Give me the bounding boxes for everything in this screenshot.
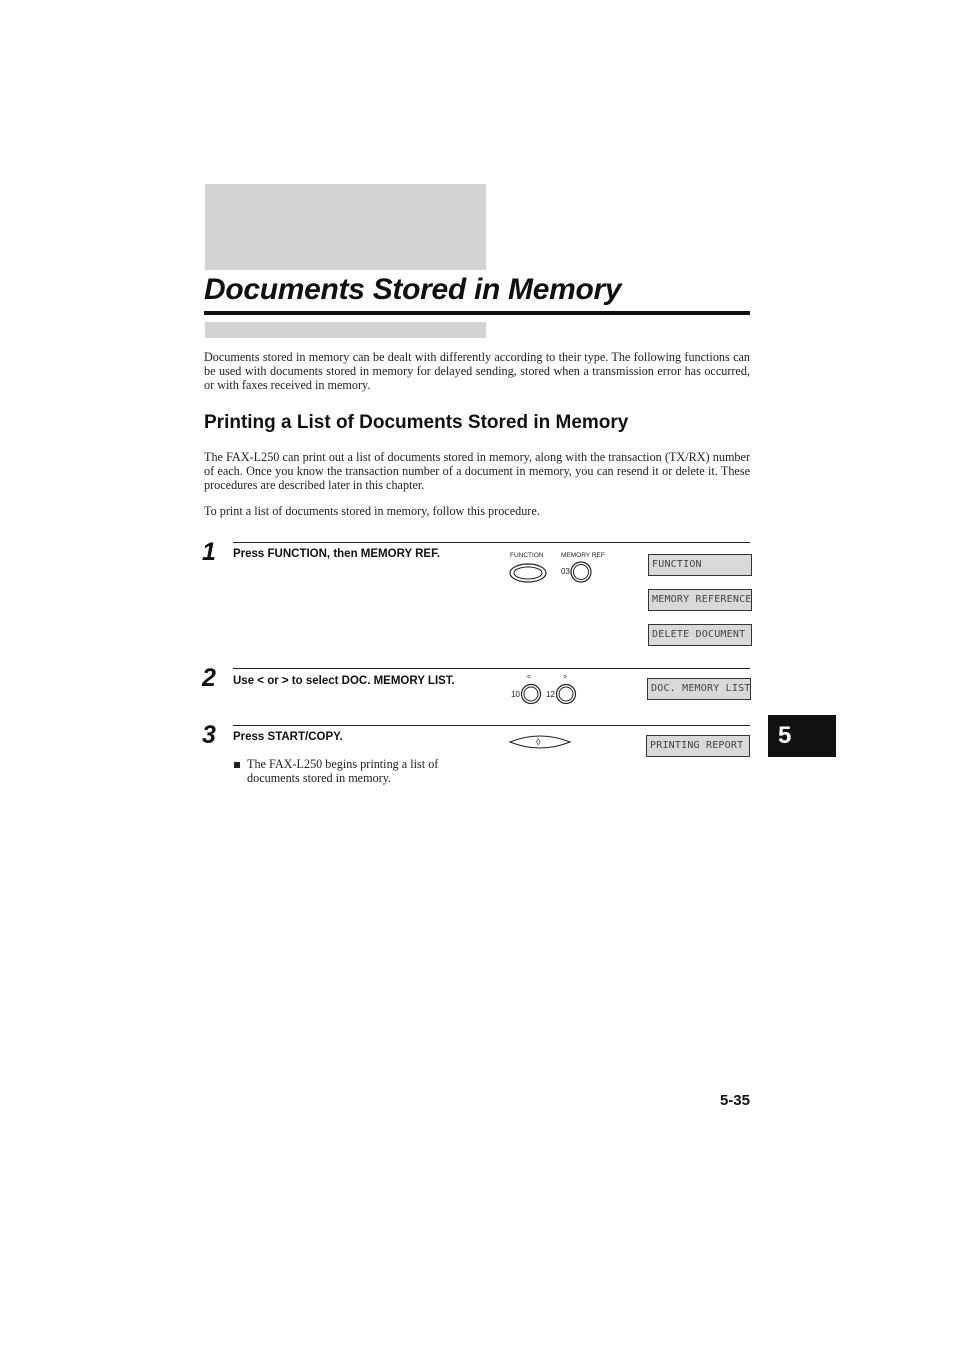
- lcd-display: FUNCTION: [648, 554, 752, 576]
- step-3-number: 3: [202, 721, 216, 749]
- procedure-intro: To print a list of documents stored in memory, follow this procedure.: [204, 504, 540, 518]
- section-heading: Printing a List of Documents Stored in Memory: [204, 412, 629, 433]
- function-key-icon: [508, 562, 548, 584]
- step-3-note: The FAX-L250 begins printing a list of documents stored in memory.: [247, 757, 439, 785]
- lcd-display: MEMORY REFERENCE: [648, 589, 752, 611]
- right-arrow-key-icon: [555, 683, 577, 705]
- start-symbol: ◊: [536, 737, 541, 747]
- step-2-number: 2: [202, 664, 216, 692]
- title-rule: [204, 311, 750, 315]
- left-key-number: 10: [511, 690, 520, 699]
- section-paragraph: The FAX-L250 can print out a list of documents stored in memory, along with the transaction (TX/RX) number of each. Once you know the transaction number of a document in memory, you can resend it or delete it. These procedures are described later in this chapter.: [204, 450, 750, 492]
- memory-ref-key-label: MEMORY REF: [561, 552, 605, 559]
- left-arrow-key-icon: [520, 683, 542, 705]
- memory-ref-key-icon: [569, 560, 593, 584]
- lcd-display: DELETE DOCUMENT: [648, 624, 752, 646]
- chapter-tab: 5: [768, 715, 836, 757]
- memory-ref-key-number: 03: [561, 567, 570, 576]
- step-1-rule: [233, 542, 750, 543]
- lcd-display: DOC. MEMORY LIST: [647, 678, 751, 700]
- bullet-icon: [234, 762, 240, 768]
- page-number: 5-35: [719, 1092, 750, 1109]
- step-3-rule: [233, 725, 750, 726]
- subtitle-gray-bar: [205, 322, 486, 338]
- page-title: Documents Stored in Memory: [204, 273, 622, 306]
- step-1-instruction: Press FUNCTION, then MEMORY REF.: [233, 548, 441, 560]
- lcd-display: PRINTING REPORT: [646, 735, 750, 757]
- step-1-number: 1: [202, 538, 216, 566]
- right-key-number: 12: [546, 690, 555, 699]
- function-key-label: FUNCTION: [510, 552, 544, 559]
- header-gray-block: [205, 184, 486, 270]
- right-arrow-label: >: [563, 674, 568, 681]
- step-2-rule: [233, 668, 750, 669]
- intro-paragraph: Documents stored in memory can be dealt with differently according to their type. The following functions can be used with documents stored in memory for delayed sending, stored when a transmission error has occurred, or with faxes received in memory.: [204, 350, 750, 392]
- left-arrow-label: <: [527, 674, 532, 681]
- step-3-instruction: Press START/COPY.: [233, 731, 343, 743]
- step-2-instruction: Use < or > to select DOC. MEMORY LIST.: [233, 675, 455, 687]
